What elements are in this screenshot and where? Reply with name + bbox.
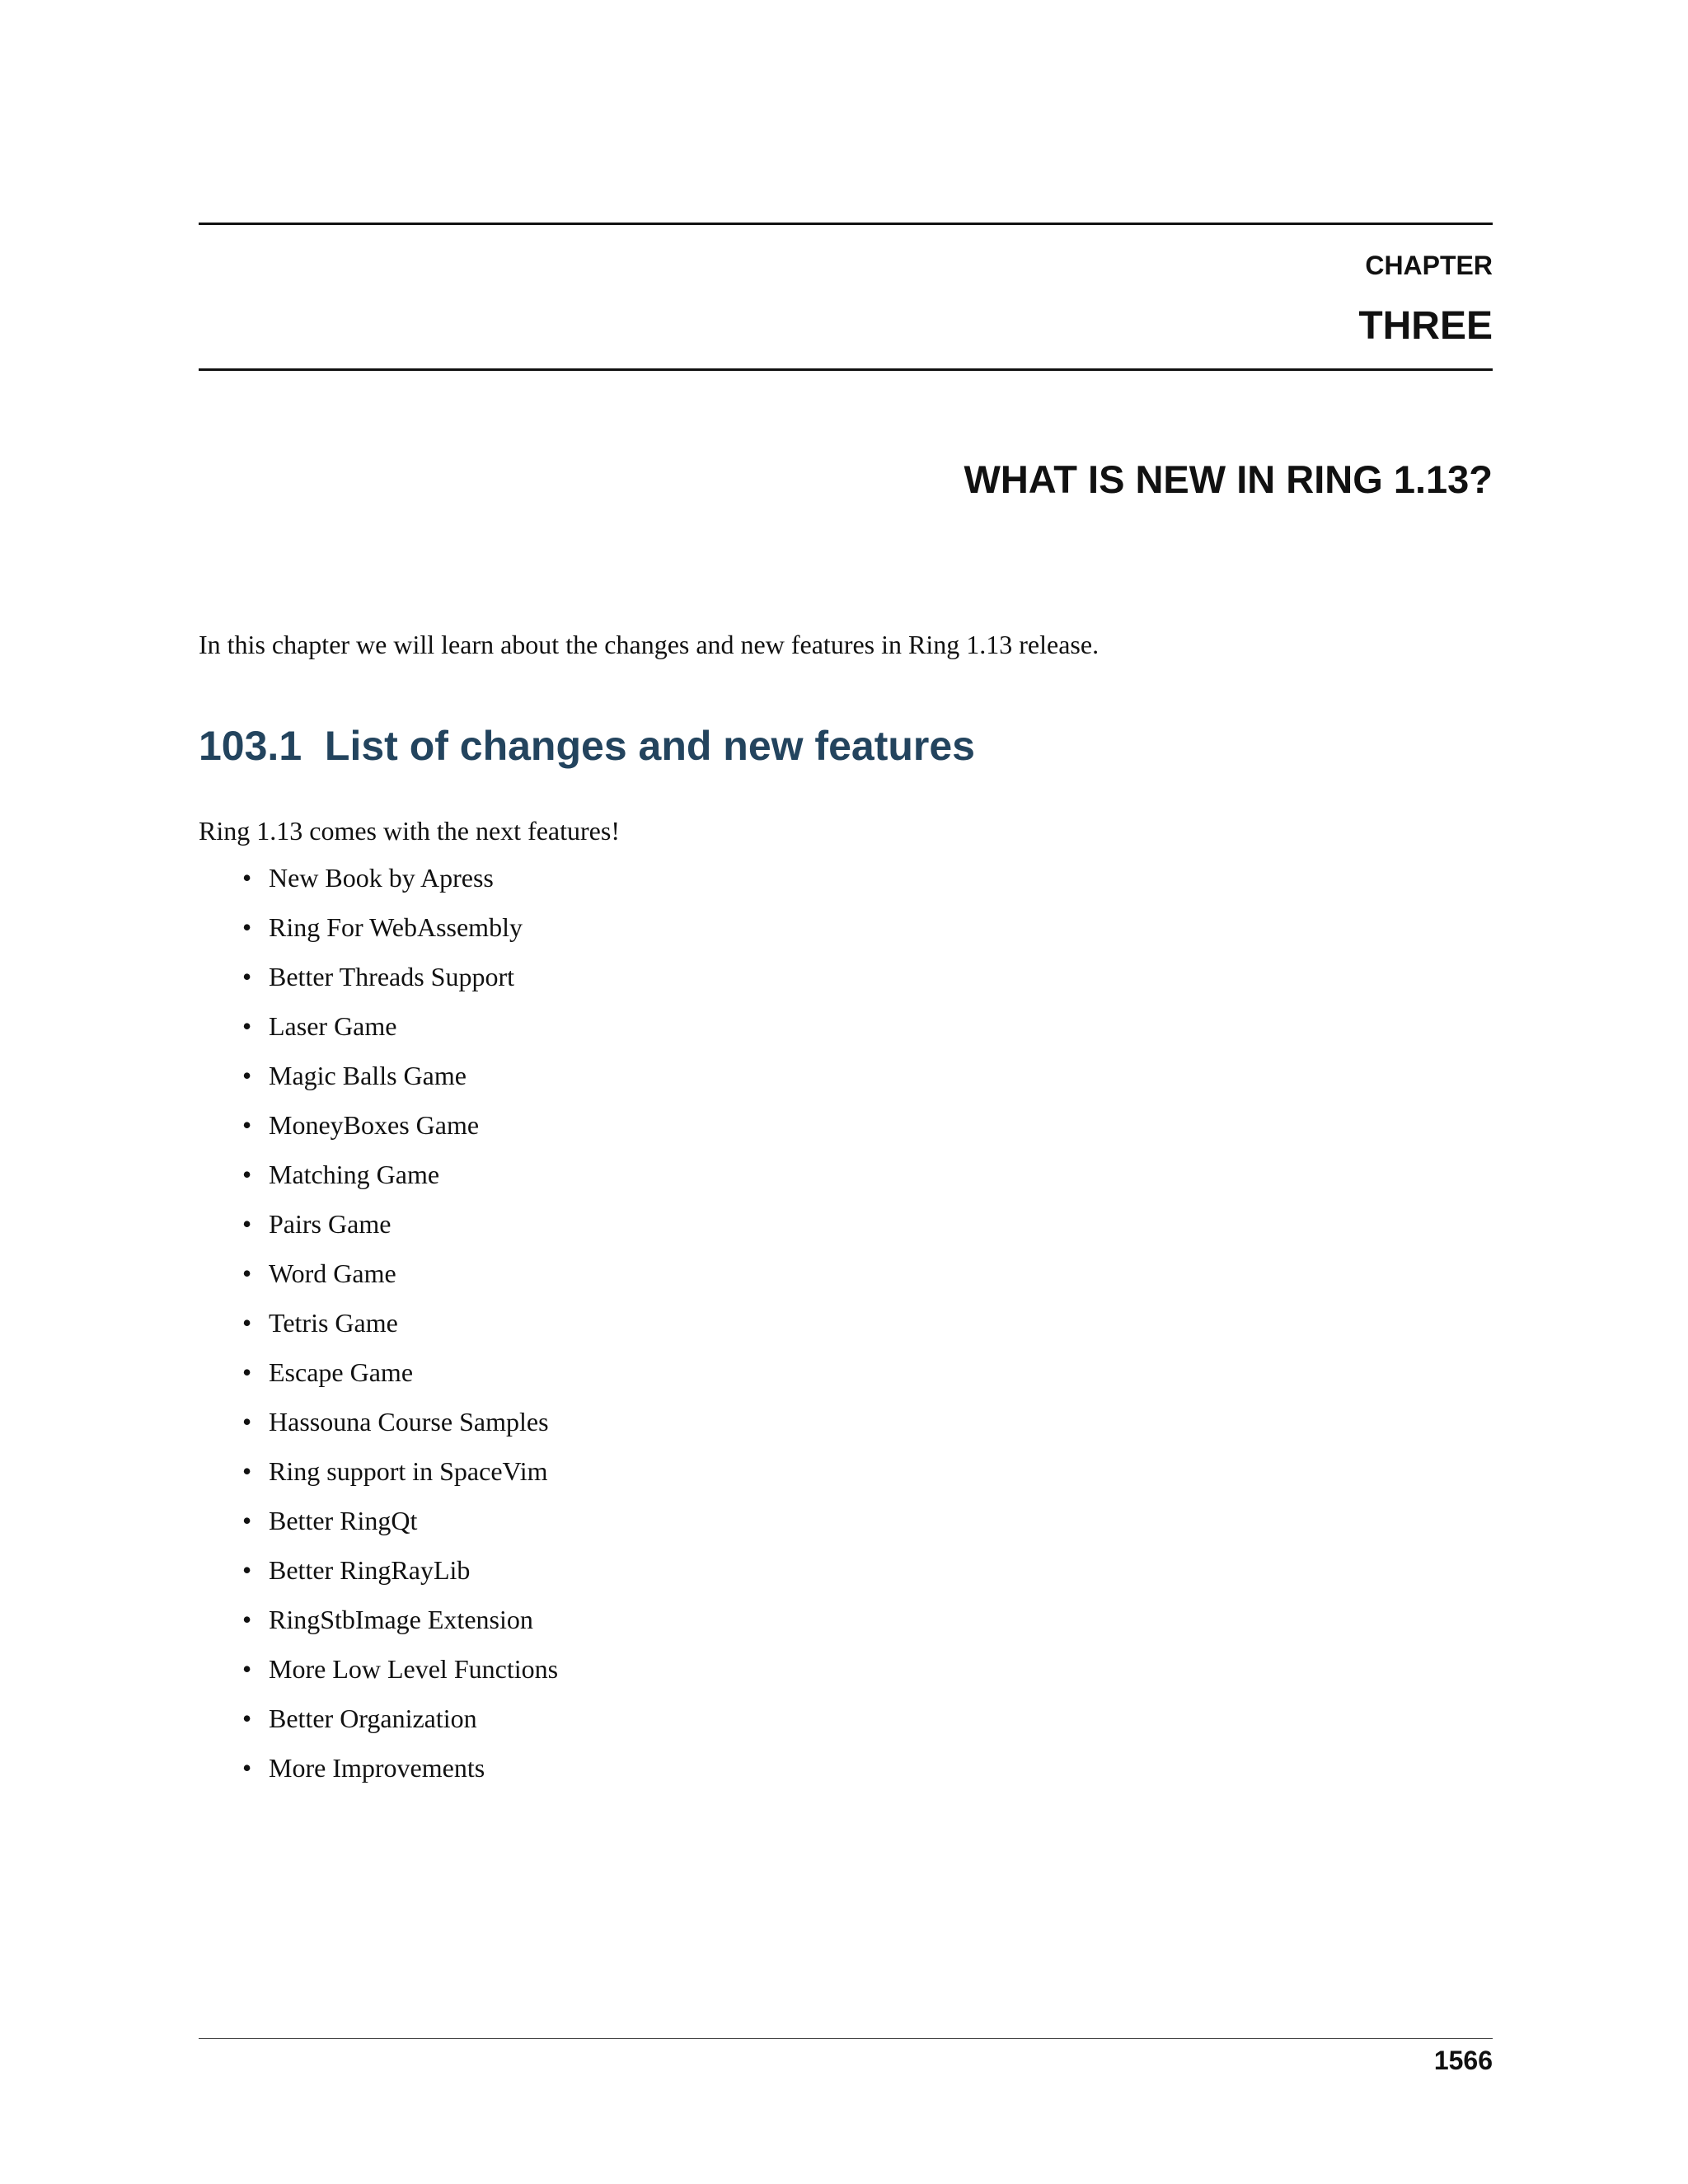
chapter-label: CHAPTER (1365, 251, 1493, 280)
list-item (239, 1107, 558, 1156)
list-item-text: Laser Game (269, 1011, 397, 1041)
bullet-icon: • (242, 1357, 252, 1387)
chapter-number: THREE (1358, 304, 1493, 348)
section-heading: 103.1 List of changes and new features (199, 723, 975, 769)
bullet-icon: • (242, 1704, 252, 1733)
chapter-top-rule (199, 223, 1493, 225)
list-item-text: More Low Level Functions (269, 1654, 559, 1684)
list-item (239, 1552, 558, 1601)
list-item-text: Word Game (269, 1258, 396, 1288)
list-item-text: MoneyBoxes Game (269, 1110, 480, 1140)
list-item (239, 1206, 558, 1255)
list-item-text: Better Organization (269, 1704, 477, 1733)
bullet-icon: • (242, 1605, 252, 1634)
list-item (239, 1453, 558, 1502)
list-item (239, 1255, 558, 1305)
bullet-icon: • (242, 912, 252, 942)
bullet-icon: • (242, 1110, 252, 1140)
page-number: 1566 (1433, 2046, 1493, 2075)
list-item-text: Magic Balls Game (269, 1061, 467, 1090)
bullet-icon: • (242, 1061, 252, 1090)
list-item (239, 1156, 558, 1206)
bullet-icon: • (242, 1011, 252, 1041)
list-item-text: Matching Game (269, 1160, 440, 1189)
bullet-icon: • (242, 1506, 252, 1535)
bullet-icon: • (242, 1160, 252, 1189)
bullet-icon: • (242, 1555, 252, 1585)
list-item (239, 1008, 558, 1057)
list-item-text: Pairs Game (269, 1209, 392, 1239)
list-item-text: Ring support in SpaceVim (269, 1456, 548, 1486)
list-item (239, 958, 558, 1008)
bullet-icon: • (242, 1654, 252, 1684)
list-item (239, 1305, 558, 1354)
feature-list (239, 860, 558, 1799)
list-item-text: Escape Game (269, 1357, 414, 1387)
bullet-icon: • (242, 1258, 252, 1288)
chapter-bottom-rule (199, 368, 1493, 371)
list-item (239, 1750, 558, 1799)
list-item (239, 860, 558, 909)
list-item-text: Hassouna Course Samples (269, 1407, 549, 1436)
list-item-text: RingStbImage Extension (269, 1605, 533, 1634)
list-item-text: More Improvements (269, 1753, 485, 1783)
list-item-text: Better RingQt (269, 1506, 418, 1535)
list-item (239, 1700, 558, 1750)
bullet-icon: • (242, 1308, 252, 1338)
list-item (239, 1502, 558, 1552)
footer-rule (199, 2038, 1493, 2039)
list-item-text: Ring For WebAssembly (269, 912, 523, 942)
intro-paragraph: In this chapter we will learn about the changes and new features in Ring 1.13 release. (199, 630, 1100, 659)
chapter-title: WHAT IS NEW IN RING 1.13? (964, 457, 1493, 501)
bullet-icon: • (242, 863, 252, 893)
bullet-icon: • (242, 1753, 252, 1783)
list-item-text: New Book by Apress (269, 863, 494, 893)
list-item (239, 1601, 558, 1651)
list-item (239, 1404, 558, 1453)
list-item (239, 1651, 558, 1700)
bullet-icon: • (242, 962, 252, 991)
list-item-text: Better Threads Support (269, 962, 515, 991)
bullet-icon: • (242, 1456, 252, 1486)
list-item (239, 1057, 558, 1107)
list-item-text: Better RingRayLib (269, 1555, 471, 1585)
list-item (239, 909, 558, 958)
bullet-icon: • (242, 1209, 252, 1239)
list-item-text: Tetris Game (269, 1308, 398, 1338)
list-item (239, 1354, 558, 1404)
section-lead-paragraph: Ring 1.13 comes with the next features! (199, 816, 620, 846)
bullet-icon: • (242, 1407, 252, 1436)
